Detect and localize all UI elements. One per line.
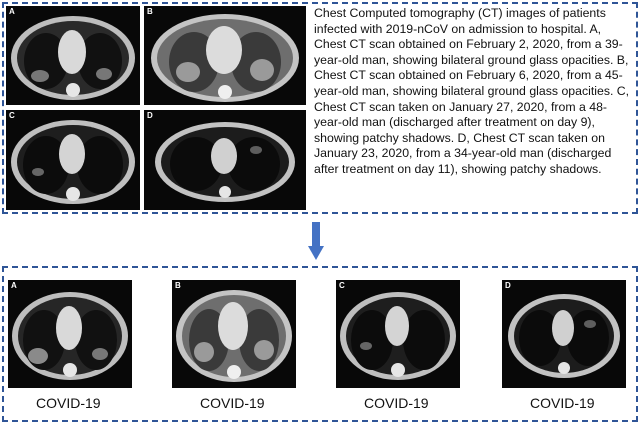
ct-scan-bottom-d: [502, 280, 626, 388]
panel-label: A: [9, 7, 15, 16]
panel-label: B: [175, 281, 181, 290]
figure-caption: Chest Computed tomography (CT) images of patients infected with 2019-nCoV on admission to hospital. A, Chest CT scan obtained on February 2, 2020, from a 39-year-old man, showing bilateral ground glass opacities. B, Chest CT scan obtained on February 6, 2020, from a 45-year-old man, showing bilateral ground glass opacities. C, Chest CT scan taken on January 27, 2020, from a 48-year-old man (discharged after treatment on day 9), showing patchy shadows. D, Chest CT scan taken on January 23, 2020, from a 34-year-old man (discharged after treatment on day 11), showing patchy shadows.: [314, 6, 630, 176]
ct-scan-top-d: [144, 110, 306, 210]
ct-scan-top-c: [6, 110, 140, 210]
ct-scan-bottom-a: [8, 280, 132, 388]
diagnosis-label-d: COVID-19: [530, 395, 595, 411]
panel-label: D: [505, 281, 511, 290]
panel-label: B: [147, 7, 153, 16]
diagnosis-label-a: COVID-19: [36, 395, 101, 411]
panel-label: D: [147, 111, 153, 120]
panel-label: A: [11, 281, 17, 290]
ct-scan-bottom-b: [172, 280, 296, 388]
ct-scan-top-a: [6, 6, 140, 105]
ct-scan-bottom-c: [336, 280, 460, 388]
ct-scan-top-b: [144, 6, 306, 105]
down-arrow-icon: [308, 222, 324, 267]
diagnosis-label-b: COVID-19: [200, 395, 265, 411]
panel-label: C: [339, 281, 345, 290]
diagnosis-label-c: COVID-19: [364, 395, 429, 411]
panel-label: C: [9, 111, 15, 120]
